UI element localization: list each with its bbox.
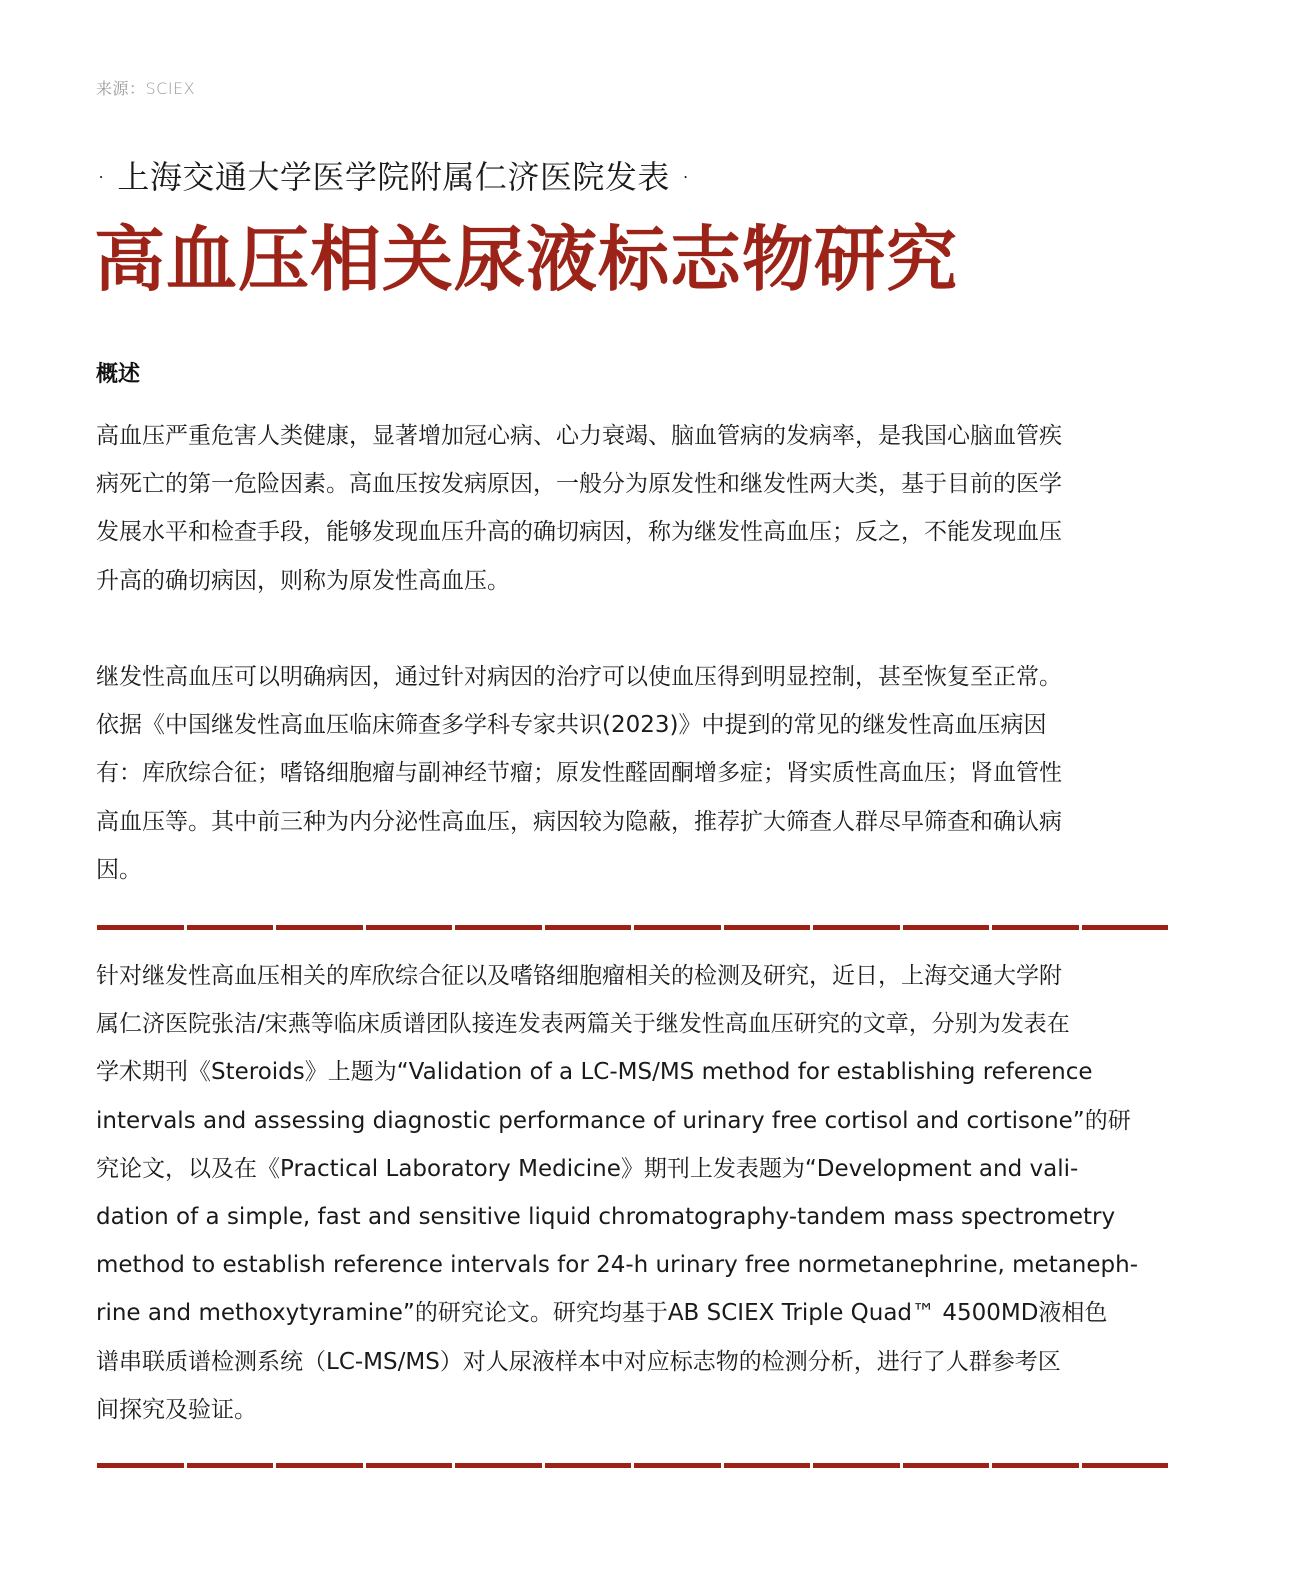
paragraph-line: 高血压等。其中前三种为内分泌性高血压，病因较为隐蔽，推荐扩大筛查人群尽早筛查和确认病	[96, 808, 1062, 835]
divider-dash	[97, 1463, 184, 1468]
divider-dash	[366, 925, 453, 930]
paragraph-line: 继发性高血压可以明确病因，通过针对病因的治疗可以使血压得到明显控制，甚至恢复至正常。	[96, 664, 1062, 690]
paragraph-line: 因。	[96, 856, 142, 883]
paragraph-line: 高血压严重危害人类健康，显著增加冠心病、心力衰竭、脑血管病的发病率，是我国心脑血管疾	[96, 423, 1062, 449]
section-heading-overview: 概述	[96, 362, 141, 387]
dashed-divider	[97, 1463, 1168, 1468]
divider-dash	[545, 925, 632, 930]
paragraph-research	[96, 952, 1186, 1434]
paragraph-line: 属仁济医院张洁/宋燕等临床质谱团队接连发表两篇关于继发性高血压研究的文章，分别为发表在	[96, 1011, 1070, 1038]
divider-dash	[724, 925, 811, 930]
divider-dash	[366, 1463, 453, 1468]
source-credit: 来源：SCIEX	[96, 79, 196, 98]
divider-dash	[634, 925, 721, 930]
divider-dash	[1082, 1463, 1169, 1468]
dashed-divider	[97, 925, 1168, 930]
divider-dash	[992, 1463, 1079, 1468]
paragraph-line: 依据《中国继发性高血压临床筛查多学科专家共识(2023)》中提到的常见的继发性高血压病因	[96, 712, 1047, 739]
divider-dash	[455, 1463, 542, 1468]
divider-dash	[903, 1463, 990, 1468]
article-title: 高血压相关尿液标志物研究	[94, 218, 959, 301]
paragraph-line: 病死亡的第一危险因素。高血压按发病原因，一般分为原发性和继发性两大类，基于目前的医学	[96, 471, 1062, 498]
divider-dash	[545, 1463, 632, 1468]
paragraph-intro	[96, 412, 1186, 605]
paragraph-line: 谱串联质谱检测系统（LC-MS/MS）对人尿液样本中对应标志物的检测分析，进行了人群参考区	[96, 1348, 1061, 1375]
paragraph-line: intervals and assessing diagnostic performance of urinary free cortisol and cortisone”的研	[96, 1107, 1131, 1134]
paragraph-line: dation of a simple, fast and sensitive liquid chromatography-tandem mass spectrometry	[96, 1204, 1116, 1231]
divider-dash	[813, 1463, 900, 1468]
paragraph-line: 有：库欣综合征；嗜铬细胞瘤与副神经节瘤；原发性醛固酮增多症；肾实质性高血压；肾血管性	[96, 760, 1062, 787]
divider-dash	[724, 1463, 811, 1468]
divider-dash	[276, 1463, 363, 1468]
divider-dash	[455, 925, 542, 930]
divider-dash	[97, 925, 184, 930]
paragraph-line: 针对继发性高血压相关的库欣综合征以及嗜铬细胞瘤相关的检测及研究，近日，上海交通大学附	[96, 963, 1062, 989]
paragraph-line: 发展水平和检查手段，能够发现血压升高的确切病因，称为继发性高血压；反之，不能发现血压	[96, 519, 1062, 546]
divider-dash	[187, 1463, 274, 1468]
article-kicker: · 上海交通大学医学院附属仁济医院发表 ·	[96, 158, 692, 196]
divider-dash	[1082, 925, 1169, 930]
divider-dash	[187, 925, 274, 930]
paragraph-line: 究论文，以及在《Practical Laboratory Medicine》期刊上发表题为“Development and vali-	[96, 1155, 1079, 1182]
divider-dash	[813, 925, 900, 930]
paragraph-line: 间探究及验证。	[96, 1396, 257, 1423]
divider-dash	[634, 1463, 721, 1468]
divider-dash	[903, 925, 990, 930]
paragraph-secondary-hypertension	[96, 653, 1186, 894]
paragraph-line: 升高的确切病因，则称为原发性高血压。	[96, 567, 510, 594]
divider-dash	[276, 925, 363, 930]
paragraph-line: method to establish reference intervals for 24-h urinary free normetanephrine, metaneph-	[96, 1252, 1139, 1279]
divider-dash	[992, 925, 1079, 930]
paragraph-line: 学术期刊《Steroids》上题为“Validation of a LC-MS/MS method for establishing reference	[96, 1059, 1093, 1086]
paragraph-line: rine and methoxytyramine”的研究论文。研究均基于AB SCIEX Triple Quad™ 4500MD液相色	[96, 1300, 1108, 1327]
